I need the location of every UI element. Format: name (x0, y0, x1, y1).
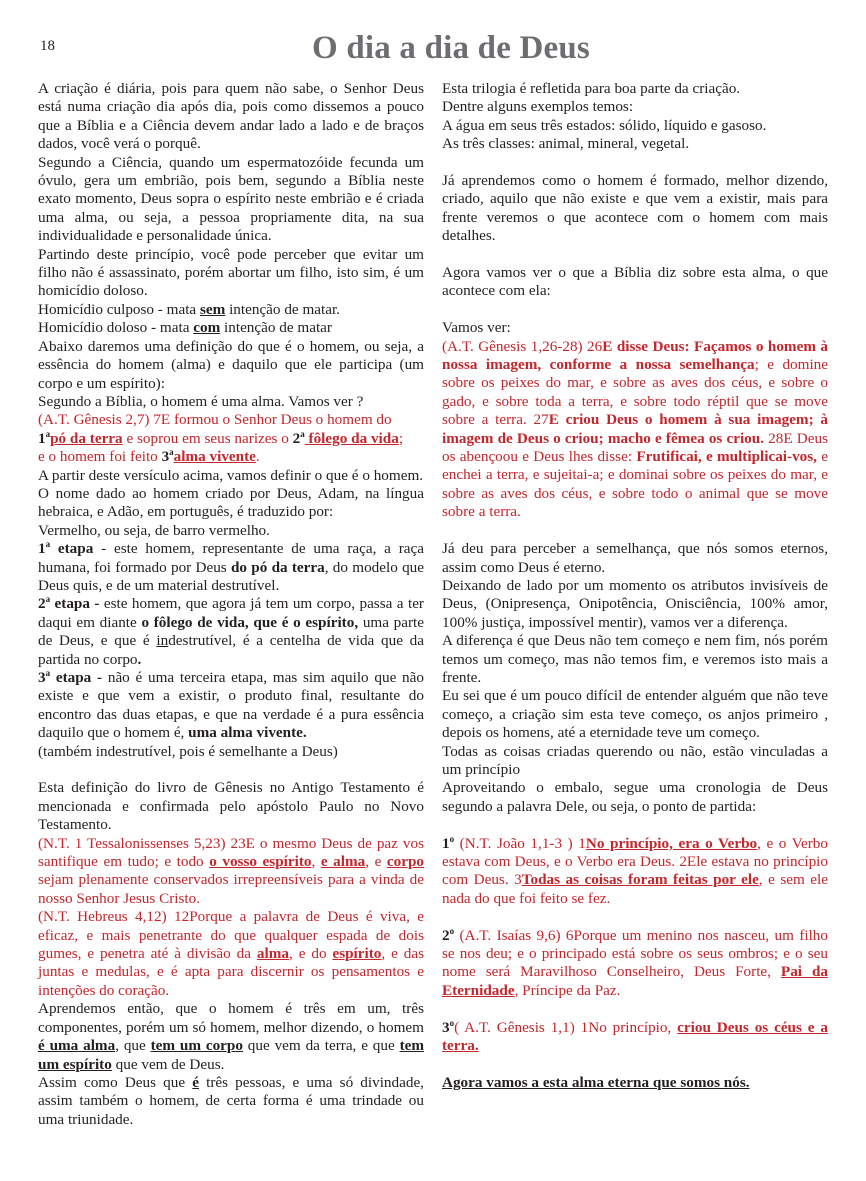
paragraph: Abaixo daremos uma definição do que é o homem, ou seja, a essência do homem (alma) e daquilo que ele participa (um corpo e um espírito): (38, 337, 424, 392)
verse-hebreus (38, 908, 424, 1000)
ordinal: 3 (442, 1018, 450, 1036)
paragraph: (também indestrutível, pois é semelhante a Deus) (38, 742, 338, 760)
emphasis: sem (199, 300, 226, 318)
verse-text: , e o Verbo estava com Deus, e o Verbo era Deus. 2Ele estava no princípio com Deus. 3 (442, 834, 828, 889)
verse-text: ; (398, 429, 404, 447)
paragraph: A criação é diária, pois para quem não sabe, o Senhor Deus está numa criação dia após dia, pois como dissemos a pouco que a Bíblia e a Ciência devem andar lado a lado e de braços dados, você verá o porquê. (38, 80, 424, 153)
verse-text: , e das juntas e medulas, e é apta para discernir os pensamentos e intenções do coração. (38, 945, 424, 999)
doloso-line (38, 319, 424, 337)
ordinal-sup: a (300, 428, 305, 439)
verse-emphasis: alma vivente (173, 448, 256, 466)
verse-text: (N.T. 1 Tessalonissenses 5,23) 23E o mesmo Deus de paz vos santifique em tudo; e todo (38, 834, 424, 871)
ordinal: 2 (442, 926, 450, 944)
verse-emphasis: e alma (320, 853, 366, 871)
verse-emphasis: E criou Deus o homem à sua imagem; à imagem de Deus o criou; macho e fêmea os criou. (442, 411, 828, 447)
emphasis: uma alma vivente. (188, 724, 307, 742)
text: que vem de Deus. (111, 1055, 225, 1073)
ordinal-sup: a (45, 594, 51, 605)
paragraph: Esta definição do livro de Gênesis no Antigo Testamento é mencionada e confirmada pelo apóstolo Paulo no Novo Testamento. (38, 779, 424, 834)
text: , do modelo que Deus quis, e de um material destrutível. (38, 558, 425, 594)
verse-genesis-2-7 (38, 411, 424, 466)
verse-emphasis: fôlego da vida (304, 429, 399, 447)
verse-text: (A.T. Gênesis 1,26-28) 26 (442, 337, 603, 355)
ordinal-sup: a (45, 539, 51, 550)
verse-emphasis: o vosso espírito (209, 853, 312, 871)
verse-emphasis: pó da terra (50, 429, 123, 447)
verse-tessalonicenses (38, 835, 424, 909)
verse-text: , e (365, 853, 387, 871)
ordinal: 2 (38, 595, 46, 613)
text: que vem da terra, e que (242, 1037, 400, 1055)
chronology-3 (442, 1019, 828, 1056)
ordinal: 1 (38, 540, 46, 558)
ordinal-sup: o (449, 1017, 455, 1028)
text: , que (115, 1037, 151, 1055)
verse-text: e o homem foi feito (38, 448, 162, 466)
verse-genesis-1-26 (442, 338, 828, 522)
paragraph: Já aprendemos como o homem é formado, melhor dizendo, criado, aquilo que não existe e que vem a existir, mais para frente veremos o que acontece com o homem com mais detalhes. (442, 172, 828, 245)
verse-emphasis: E disse Deus: Façamos o homem à nossa imagem, conforme a nossa semelhança (442, 337, 828, 374)
verse-text: e soprou em seus narizes o (122, 429, 293, 447)
paragraph: Vermelho, ou seja, de barro vermelho. (38, 521, 270, 539)
text: Homicídio doloso - mata (38, 319, 194, 337)
etapa-1 (38, 540, 424, 595)
ordinal-sup: a (45, 667, 51, 678)
etapa-label: etapa - (50, 595, 100, 613)
verse-emphasis: Todas as coisas foram feitas por ele (521, 871, 759, 889)
verse-text: (A.T. Gênesis 2,7) 7E formou o Senhor Deus o homem do (38, 411, 392, 429)
page-number: 18 (40, 38, 55, 54)
paragraph: As três classes: animal, mineral, vegetal. (442, 135, 690, 153)
verse-text: , e sem ele nada do que foi feito se fez. (442, 871, 828, 907)
emphasis: in (156, 632, 169, 650)
verse-text: . (255, 448, 260, 466)
ordinal-sup: a (45, 428, 51, 439)
ordinal: 3 (38, 669, 46, 686)
paragraph: O nome dado ao homem criado por Deus, Adam, na língua hebraica, e Adão, em português, é traduzido por: (38, 484, 424, 521)
paragraph: Já deu para perceber a semelhança, que nós somos eternos, assim como Deus é eterno. (442, 540, 828, 576)
emphasis: do pó da terra (230, 558, 325, 576)
closing-line: Agora vamos a esta alma eterna que somos nós. (442, 1073, 750, 1091)
paragraph: Dentre alguns exemplos temos: (442, 98, 634, 116)
right-column (442, 80, 828, 1092)
text: este homem, que agora já tem um corpo, passa a ter daqui em diante (38, 595, 424, 631)
text: três pessoas, e uma só divindade, assim também o homem, de certa forma é uma trindade ou uma triunidade. (38, 1073, 424, 1128)
emphasis: o fôlego de vida, que é o espírito, (141, 613, 359, 631)
text: . (137, 650, 142, 668)
left-column (38, 80, 424, 1129)
paragraph: Todas as coisas criadas querendo ou não, estão vinculadas a um princípio (442, 742, 828, 778)
emphasis: com (193, 319, 221, 337)
ordinal-sup: o (449, 833, 455, 844)
paragraph: Segundo a Bíblia, o homem é uma alma. Vamos ver ? (38, 392, 364, 410)
ordinal: 1 (442, 834, 450, 852)
chronology-2 (442, 927, 828, 1001)
ordinal: 3 (161, 448, 170, 466)
paragraph: A diferença é que Deus não tem começo e nem fim, nós porém temos um começo, mas não temos fim, e veremos isto mais a frente. (442, 632, 828, 686)
emphasis: é (192, 1073, 199, 1091)
verse-emphasis: criou Deus os céus e a terra. (442, 1018, 828, 1055)
verse-emphasis: espírito (332, 945, 382, 963)
paragraph (38, 1074, 424, 1129)
paragraph: A partir deste versículo acima, vamos definir o que é o homem. (38, 466, 424, 484)
etapa-label: etapa - (50, 669, 103, 686)
emphasis: tem um corpo (150, 1037, 243, 1055)
verse-text: e enchei a terra, e sujeitai-a; e dominai sobre os peixes do mar, e sobre as aves dos céus, e sobre todo o animal que se move sobre a terra. (442, 448, 828, 521)
verse-text: ( A.T. Gênesis 1,1) 1No princípio, (454, 1018, 678, 1036)
verse-text: (N.T. Hebreus 4,12) 12Porque a palavra de Deus é viva, e eficaz, e mais penetrante do que qualquer espada de dois gumes, e penetra até à divisão da (38, 908, 424, 963)
page-title: O dia a dia de Deus (312, 30, 590, 66)
ordinal-sup: o (449, 925, 455, 936)
text: - este homem, representante de uma raça, a raça humana, foi formado por Deus (38, 540, 424, 576)
verse-emphasis: Frutificai, e multiplicai-vos, (636, 448, 817, 466)
text: intenção de matar (220, 319, 332, 337)
paragraph: Partindo deste princípio, você pode perceber que evitar um filho não é assassinato, porém abortar um filho, isto sim, é um homicídio doloso. (38, 245, 424, 300)
etapa-label: etapa (50, 540, 94, 558)
verse-text: ; e domine sobre os peixes do mar, e sobre as aves dos céus, e sobre o gado, e sobre toda a terra, e sobre todo réptil que se move sobre a terra. 27 (442, 356, 829, 429)
paragraph: Vamos ver: (442, 319, 511, 337)
verse-text: (A.T. Isaías 9,6) 6Porque um menino nos nasceu, um filho se nos deu; e o principado está sobre os seus ombros; e o seu nome será Maravilhoso Conselheiro, Deus Forte, (442, 926, 828, 981)
culposo-line (38, 301, 424, 319)
verse-emphasis: alma (256, 945, 289, 963)
paragraph: Aproveitando o embalo, segue uma cronologia de Deus segundo a palavra Dele, ou seja, o ponto de partida: (442, 779, 828, 815)
verse-text: (N.T. João 1,1-3 ) 1 (454, 834, 586, 852)
verse-emphasis: corpo (386, 853, 424, 871)
paragraph: Segundo a Ciência, quando um espermatozóide fecunda um óvulo, gera um embrião, pois bem, segundo a Bíblia neste exato momento, Deus sopra o espírito neste embrião e é criada uma alma, ou seja, a pessoa propriamente dita, na sua individualidade e personalidade única. (38, 153, 424, 245)
paragraph (38, 1000, 424, 1074)
text: uma parte de Deus, e que é (38, 613, 424, 650)
verse-emphasis: No princípio, era o Verbo (585, 834, 758, 852)
etapa-3 (38, 669, 424, 743)
verse-emphasis: Pai da Eternidade (442, 963, 829, 999)
emphasis: tem um espírito (38, 1037, 425, 1073)
text: Aprendemos então, que o homem é três em um, três componentes, porém um só homem, melhor dizendo, o homem (38, 1000, 424, 1036)
paragraph: Agora vamos ver o que a Bíblia diz sobre esta alma, o que acontece com ela: (442, 264, 828, 300)
text: não é uma terceira etapa, mas sim aquilo que não existe e que vem a existir, o produto final, resultante do encontro das duas etapas, e que na verdade é a pura essência daquilo que o homem é, (38, 669, 424, 742)
ordinal-sup: a (169, 447, 174, 458)
text: Assim como Deus que (38, 1073, 193, 1091)
etapa-2 (38, 595, 424, 669)
ordinal: 1 (38, 429, 46, 447)
emphasis: é uma alma (38, 1037, 116, 1055)
paragraph: Esta trilogia é refletida para boa parte da criação. (442, 80, 741, 97)
text: intenção de matar. (225, 300, 340, 318)
verse-text: sejam plenamente conservados irrepreensíveis para a vinda de nosso Senhor Jesus Cristo. (38, 871, 424, 907)
verse-text: , (311, 853, 321, 871)
paragraph: A água em seus três estados: sólido, líquido e gasoso. (442, 116, 767, 134)
verse-text: , e do (288, 945, 333, 963)
paragraph: Deixando de lado por um momento os atributos invisíveis de Deus, (Onipresença, Onipotência, Onisciência, 100% amor, 100% justiça, impossível mentir), vamos ver a diferença. (442, 576, 828, 631)
paragraph: Eu sei que é um pouco difícil de entender alguém que não teve começo, a criação sim esta teve começo, os anjos primeiro , depois os homens, até a eternidade teve um começo. (442, 687, 828, 742)
text: Homicídio culposo - mata (38, 300, 200, 318)
verse-text: , Príncipe da Paz. (514, 981, 621, 999)
chronology-1 (442, 835, 828, 909)
text: destrutível, é a centelha de vida que da partida no corpo (38, 632, 424, 668)
ordinal: 2 (292, 429, 301, 447)
verse-text: 28E Deus os abençoou e Deus lhes disse: (442, 429, 828, 466)
